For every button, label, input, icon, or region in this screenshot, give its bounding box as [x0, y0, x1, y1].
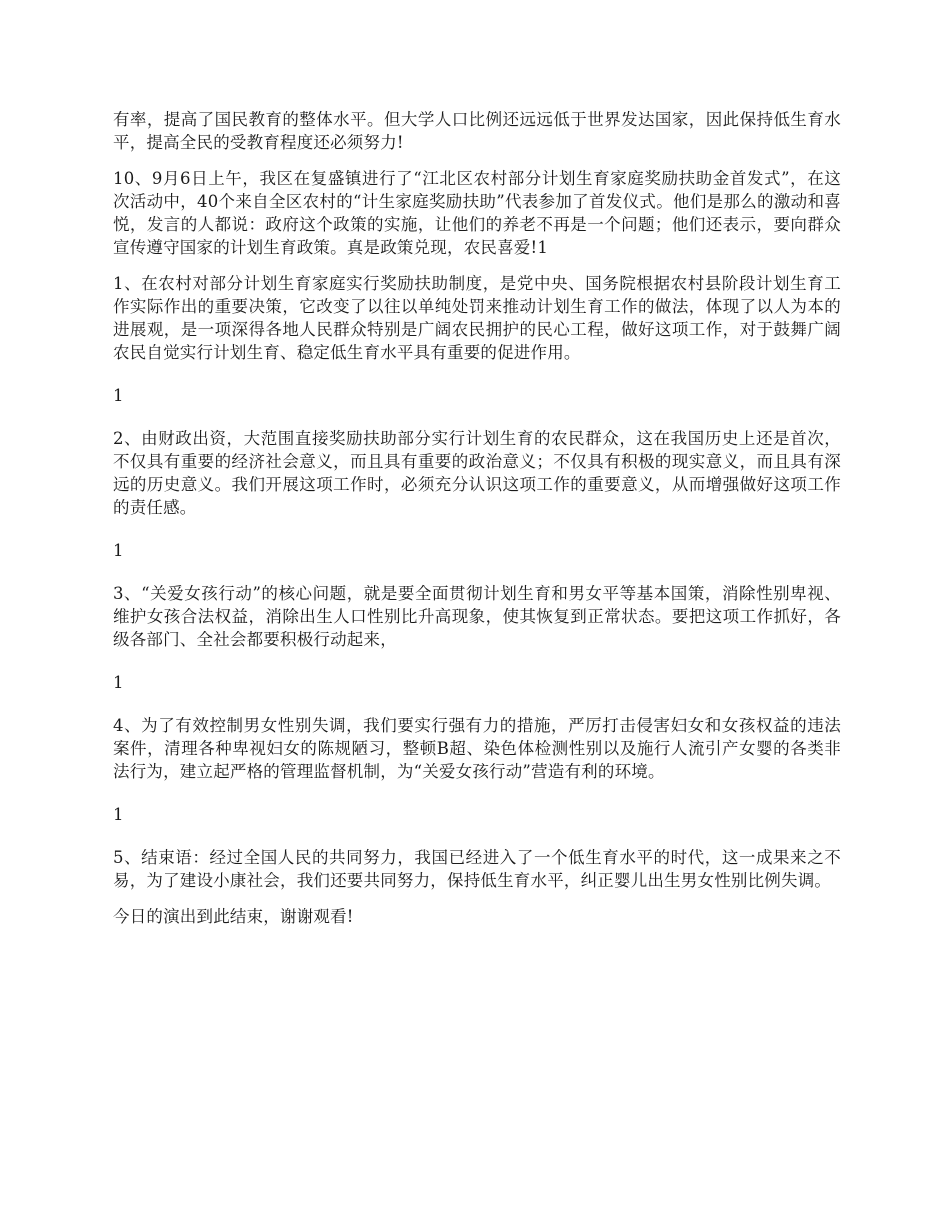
paragraph-item-10: 10、9月6日上午，我区在复盛镇进行了“江北区农村部分计划生育家庭奖励扶助金首发式”，在这次活动中，40个来自全区农村的“计生家庭奖励扶助”代表参加了首发仪式。他们是那么的激动和喜悦，发言的人都说：政府这个政策的实施，让他们的养老不再是一个问题；他们还表示，要向群众宣传遵守国家的计划生育政策。真是政策兑现，农民喜爱!1 [113, 169, 841, 257]
page-marker: 1 [113, 805, 124, 824]
page-marker: 1 [113, 673, 124, 692]
paragraph-item-3: 3、“关爱女孩行动”的核心问题，就是要全面贯彻计划生育和男女平等基本国策，消除性别卑视、维护女孩合法权益，消除出生人口性别比升高现象，使其恢复到正常状态。要把这项工作抓好，各级各部门、全社会都要积极行动起来， [113, 584, 841, 649]
paragraph-item-2: 2、由财政出资，大范围直接奖励扶助部分实行计划生育的农民群众，这在我国历史上还是首次，不仅具有重要的经济社会意义，而且具有重要的政治意义；不仅具有积极的现实意义，而且具有深远的历史意义。我们开展这项工作时，必须充分认识这项工作的重要意义，从而增强做好这项工作的责任感。 [113, 429, 841, 517]
paragraph-item-4: 4、为了有效控制男女性别失调，我们要实行强有力的措施，严厉打击侵害妇女和女孩权益的违法案件，清理各种卑视妇女的陈规陋习，整顿B超、染色体检测性别以及施行人流引产女婴的各类非法行为，建立起严格的管理监督机制，为“关爱女孩行动”营造有利的环境。 [113, 716, 841, 781]
paragraph-education: 有率，提高了国民教育的整体水平。但大学人口比例还远远低于世界发达国家，因此保持低生育水平，提高全民的受教育程度还必须努力! [113, 110, 841, 152]
paragraph-closing: 今日的演出到此结束，谢谢观看! [113, 907, 354, 926]
page-marker: 1 [113, 386, 124, 405]
page-marker: 1 [113, 541, 124, 560]
document-page [113, 108, 841, 941]
paragraph-item-1: 1、在农村对部分计划生育家庭实行奖励扶助制度，是党中央、国务院根据农村县阶段计划生育工作实际作出的重要决策，它改变了以往以单纯处罚来推动计划生育工作的做法，体现了以人为本的进展观，是一项深得各地人民群众特别是广阔农民拥护的民心工程，做好这项工作，对于鼓舞广阔农民自觉实行计划生育、稳定低生育水平具有重要的促进作用。 [113, 274, 841, 362]
paragraph-item-5: 5、结束语：经过全国人民的共同努力，我国已经进入了一个低生育水平的时代，这一成果来之不易，为了建设小康社会，我们还要共同努力，保持低生育水平，纠正婴儿出生男女性别比例失调。 [113, 848, 841, 890]
